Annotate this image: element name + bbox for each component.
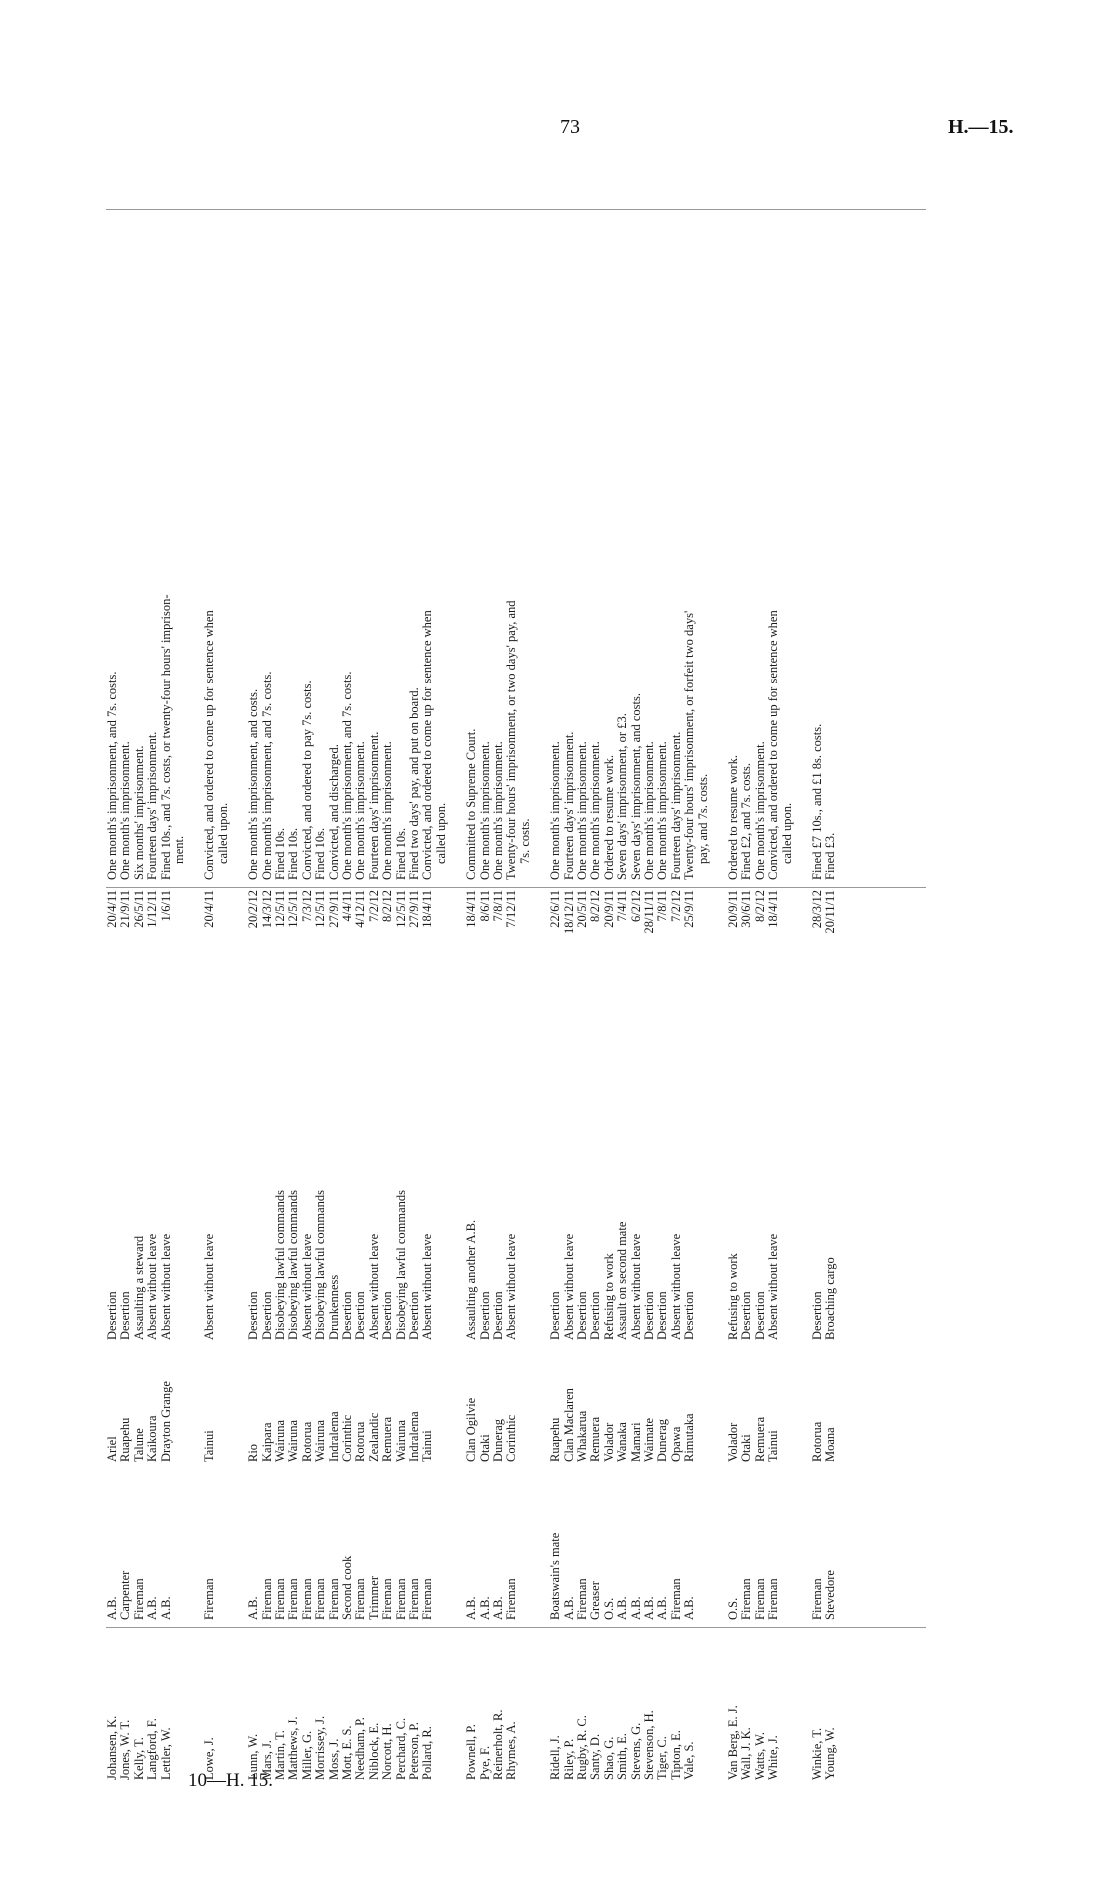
penalty-line: Fined 10s. <box>313 827 328 880</box>
penalty <box>479 200 492 880</box>
rating: A.B. <box>105 1596 119 1620</box>
conviction-date: 4/4/11 <box>340 890 354 922</box>
rating: Fireman <box>575 1578 589 1620</box>
ship-name: Rotorua <box>353 1421 368 1462</box>
penalty-line: Fined 10s. <box>393 827 408 880</box>
conviction-date: 20/4/11 <box>105 890 119 928</box>
rating: Fireman <box>202 1578 217 1620</box>
ship-name: Remuera <box>588 1416 603 1462</box>
rating: A.B. <box>682 1596 697 1620</box>
seaman-name: Matthews, J. <box>286 1716 301 1780</box>
seaman-name: Kelly, T. <box>131 1737 146 1780</box>
penalty-line: ment. <box>172 835 186 864</box>
conviction-date: 20/2/12 <box>246 890 261 929</box>
offence: Refusing to work <box>726 1253 740 1340</box>
penalty-line: One month's imprisonment. <box>588 741 603 880</box>
rating: Fireman <box>313 1578 328 1620</box>
seaman-name: Smith, E. <box>615 1733 630 1780</box>
penalty-line: Convicted, and ordered to pay 7s. costs. <box>299 680 314 880</box>
penalty <box>203 200 230 880</box>
penalty <box>160 200 187 880</box>
conviction-date: 7/2/12 <box>366 890 381 922</box>
penalty <box>247 200 260 880</box>
ship-name: Corinthic <box>340 1414 354 1462</box>
offence: Broaching cargo <box>823 1257 838 1340</box>
rating: Fireman <box>273 1578 287 1620</box>
rating: Carpenter <box>118 1570 133 1620</box>
seaman-name: Stevens, G. <box>628 1722 643 1780</box>
conviction-date: 18/4/11 <box>464 890 479 928</box>
ship-name: Remuera <box>380 1416 395 1462</box>
penalty <box>341 200 354 880</box>
conviction-date: 22/6/11 <box>548 890 563 928</box>
ship-name: Ruapehu <box>118 1417 133 1462</box>
rating: A.B. <box>158 1596 173 1620</box>
rating: Fireman <box>407 1578 421 1620</box>
penalty-line: Fined two days' pay, and put on board. <box>407 687 421 880</box>
seaman-name: Perchard, C. <box>393 1717 408 1780</box>
conviction-date: 8/2/12 <box>588 890 603 922</box>
rating: Fireman <box>766 1578 781 1620</box>
conviction-date: 7/8/11 <box>655 890 670 922</box>
conviction-date: 1/6/11 <box>158 890 173 922</box>
offence: Disobeying lawful commands <box>313 1190 328 1340</box>
offence: Desertion <box>407 1291 421 1340</box>
rating: O.S. <box>601 1597 616 1620</box>
conviction-date: 27/9/11 <box>326 890 341 928</box>
offence: Drunkenness <box>326 1274 341 1340</box>
offence: Disobeying lawful commands <box>273 1190 287 1340</box>
conviction-date: 7/3/12 <box>299 890 314 922</box>
seaman-name: Lettler, W. <box>158 1727 173 1780</box>
ship-name: Indralema <box>326 1411 341 1462</box>
penalty-line: Convicted, and ordered to come up for sentence when <box>420 610 435 880</box>
conviction-date: 7/8/11 <box>491 890 505 922</box>
ship-name: Zealandic <box>366 1412 381 1462</box>
penalty <box>492 200 505 880</box>
column-rule <box>106 1627 926 1628</box>
conviction-date: 1/12/11 <box>145 890 160 928</box>
conviction-date: 28/3/12 <box>810 890 824 929</box>
offence: Absent without leave <box>202 1233 217 1340</box>
penalty-line: One month's imprisonment. <box>118 741 133 880</box>
penalty-line: Convicted, and ordered to come up for sentence when <box>766 610 781 880</box>
penalty-line: One month's imprisonment. <box>752 741 767 880</box>
conviction-date: 25/9/11 <box>682 890 697 928</box>
penalty <box>146 200 159 880</box>
offence: Absent without leave <box>420 1233 435 1340</box>
seaman-name: Pye, F. <box>477 1745 492 1780</box>
rating: Fireman <box>259 1578 274 1620</box>
penalty-line: One month's imprisonment, and 7s. costs. <box>340 671 354 880</box>
penalty <box>767 200 794 880</box>
penalty-line: One month's imprisonment. <box>477 741 492 880</box>
conviction-date: 20/4/11 <box>202 890 217 928</box>
penalty <box>274 200 287 880</box>
conviction-date: 30/6/11 <box>739 890 754 928</box>
penalty <box>616 200 629 880</box>
penalty-line: Fourteen days' imprisonment. <box>145 731 160 880</box>
conviction-date: 4/12/11 <box>353 890 368 928</box>
ship-name: Wairuna <box>273 1419 287 1462</box>
rating: A.B. <box>628 1596 643 1620</box>
offence: Desertion <box>642 1291 656 1340</box>
rating: Fireman <box>353 1578 368 1620</box>
offence: Desertion <box>477 1291 492 1340</box>
penalty <box>754 200 767 880</box>
seaman-name: Rhymes, A. <box>504 1721 519 1780</box>
penalty <box>106 200 119 880</box>
penalty-line: Twenty-four hours' imprisonment, or two days' pay, and <box>504 600 519 880</box>
offence: Desertion <box>259 1291 274 1340</box>
ship-name: Talune <box>131 1428 146 1462</box>
seaman-name: Tipton, E. <box>668 1730 683 1780</box>
offence: Desertion <box>246 1291 261 1340</box>
seaman-name: Johansen, K. <box>105 1715 119 1780</box>
seaman-name: Watts, W. <box>752 1732 767 1780</box>
offence: Desertion <box>655 1291 670 1340</box>
penalty-line: Seven days' imprisonment, and costs. <box>628 693 643 880</box>
penalty <box>381 200 394 880</box>
penalty <box>670 200 683 880</box>
offence: Desertion <box>548 1291 563 1340</box>
offence: Absent without leave <box>561 1233 576 1340</box>
offence: Desertion <box>340 1291 354 1340</box>
penalty-line: One month's imprisonment. <box>575 741 589 880</box>
rating: Trimmer <box>366 1576 381 1620</box>
conviction-date: 8/2/12 <box>752 890 767 922</box>
penalty-line: One month's imprisonment. <box>353 741 368 880</box>
conviction-date: 7/2/12 <box>668 890 683 922</box>
rating: Fireman <box>420 1578 435 1620</box>
penalty <box>261 200 274 880</box>
offence: Desertion <box>105 1291 119 1340</box>
penalty <box>287 200 300 880</box>
seaman-name: Lunn, W. <box>246 1733 261 1780</box>
seaman-name: Niblock, E. <box>366 1722 381 1780</box>
offence: Desertion <box>752 1291 767 1340</box>
document-code: H.—15. <box>948 116 1014 138</box>
ship-name: Rio <box>246 1443 261 1462</box>
ship-name: Wairuna <box>313 1419 328 1462</box>
ship-name: Dunerag <box>491 1418 505 1462</box>
penalty <box>133 200 146 880</box>
rating: A.B. <box>561 1596 576 1620</box>
conviction-date: 27/9/11 <box>407 890 421 928</box>
ship-name: Whakarua <box>575 1410 589 1462</box>
penalty-line: Fourteen days' imprisonment. <box>366 731 381 880</box>
seaman-name: Lowe, J. <box>202 1737 217 1780</box>
seaman-name: Vale, S. <box>682 1741 697 1780</box>
rating: A.B. <box>464 1596 479 1620</box>
offence: Desertion <box>491 1291 505 1340</box>
offence: Absent without leave <box>299 1233 314 1340</box>
conviction-date: 14/3/12 <box>259 890 274 929</box>
ship-name: Wairuna <box>393 1419 408 1462</box>
offence: Assaulting a steward <box>131 1235 146 1340</box>
penalty <box>656 200 669 880</box>
penalty-line: One month's imprisonment, and costs. <box>246 688 261 880</box>
penalty-line: Ordered to resume work. <box>601 755 616 880</box>
penalty-line: One month's imprisonment, and 7s. costs. <box>259 671 274 880</box>
ship-name: Otaki <box>739 1434 754 1462</box>
penalty-line: called upon. <box>433 802 448 864</box>
conviction-date: 12/5/11 <box>286 890 301 928</box>
seaman-name: Santy, D. <box>588 1733 603 1780</box>
ship-name: Rotorua <box>299 1421 314 1462</box>
penalty-line: Twenty-four hours' imprisonment, or forfeit two days' <box>682 610 697 880</box>
penalty-line: One month's imprisonment. <box>380 741 395 880</box>
rating: A.B. <box>642 1596 656 1620</box>
ship-name: Clan Maclaren <box>561 1388 576 1462</box>
seaman-name: Winkie, T. <box>810 1727 824 1780</box>
rating: Fireman <box>131 1578 146 1620</box>
ship-name: Rimutaka <box>682 1413 697 1462</box>
offence: Desertion <box>682 1291 697 1340</box>
offence: Refusing to work <box>601 1253 616 1340</box>
offence: Disobeying lawful commands <box>393 1190 408 1340</box>
penalty <box>549 200 562 880</box>
conviction-date: 7/4/11 <box>615 890 630 922</box>
rating: Fireman <box>752 1578 767 1620</box>
offence: Disobeying lawful commands <box>286 1190 301 1340</box>
offence: Desertion <box>380 1291 395 1340</box>
penalty-line: 7s. costs. <box>517 818 532 864</box>
penalty <box>354 200 367 880</box>
penalty <box>421 200 448 880</box>
penalty-line: Fourteen days' imprisonment. <box>561 731 576 880</box>
ship-name: Moana <box>823 1427 838 1462</box>
rating: Fireman <box>286 1578 301 1620</box>
rating: A.B. <box>246 1596 261 1620</box>
ship-name: Volador <box>601 1422 616 1462</box>
ship-name: Indralema <box>407 1411 421 1462</box>
seaman-name: Wall, J. K. <box>739 1727 754 1780</box>
ship-name: Ruapehu <box>548 1417 563 1462</box>
ship-name: Waimate <box>642 1417 656 1462</box>
rating: A.B. <box>477 1596 492 1620</box>
conviction-date: 18/12/11 <box>561 890 576 934</box>
conviction-date: 12/5/11 <box>393 890 408 928</box>
penalty <box>811 200 824 880</box>
rating: A.B. <box>145 1596 160 1620</box>
rating: Fireman <box>504 1578 519 1620</box>
rating: Fireman <box>393 1578 408 1620</box>
offence: Absent without leave <box>145 1233 160 1340</box>
penalty-line: Fined £7 10s., and £1 8s. costs. <box>810 723 824 880</box>
rating: O.S. <box>726 1597 740 1620</box>
seaman-name: Ridell, J. <box>548 1735 563 1780</box>
ship-name: Drayton Grange <box>158 1381 173 1462</box>
penalty <box>314 200 327 880</box>
conviction-date: 8/2/12 <box>380 890 395 922</box>
penalty-line: called upon. <box>215 802 230 864</box>
seaman-name: Morrissey, J. <box>313 1715 328 1780</box>
offence: Desertion <box>575 1291 589 1340</box>
offence: Absent without leave <box>366 1233 381 1340</box>
offence: Desertion <box>810 1291 824 1340</box>
conviction-date: 18/4/11 <box>420 890 435 928</box>
rating: Fireman <box>810 1578 824 1620</box>
penalty-line: One month's imprisonment. <box>548 741 563 880</box>
penalty-line: Committed to Supreme Court. <box>464 728 479 880</box>
convictions-table <box>106 200 926 1780</box>
seaman-name: Riley, P. <box>561 1738 576 1780</box>
ship-name: Corinthic <box>504 1414 519 1462</box>
penalty <box>643 200 656 880</box>
conviction-date: 20/5/11 <box>575 890 589 928</box>
penalty-line: One month's imprisonment, and 7s. costs. <box>105 671 119 880</box>
seaman-name: Martin, T. <box>273 1730 287 1780</box>
penalty <box>368 200 381 880</box>
conviction-date: 7/12/11 <box>504 890 519 928</box>
seaman-name: Van Berg, E. J. <box>726 1705 740 1780</box>
penalty <box>824 200 837 880</box>
ship-name: Remuera <box>752 1416 767 1462</box>
penalty <box>603 200 616 880</box>
penalty <box>589 200 602 880</box>
seaman-name: Reinerholt, R. <box>491 1709 505 1780</box>
offence: Desertion <box>588 1291 603 1340</box>
penalty <box>505 200 532 880</box>
penalty-line: Seven days' imprisonment, or £3. <box>615 713 630 880</box>
ship-name: Dunerag <box>655 1418 670 1462</box>
penalty-line: pay, and 7s. costs. <box>695 773 710 864</box>
penalty-line: Ordered to resume work. <box>726 755 740 880</box>
ship-name: Kaikoura <box>145 1415 160 1462</box>
rating: A.B. <box>615 1596 630 1620</box>
seaman-name: Moss, J. <box>326 1738 341 1780</box>
penalty-line: One month's imprisonment. <box>491 741 505 880</box>
offence: Assaulting another A.B. <box>464 1219 479 1340</box>
ship-name: Volador <box>726 1422 740 1462</box>
conviction-date: 6/2/12 <box>628 890 643 922</box>
ship-name: Opawa <box>668 1426 683 1462</box>
penalty <box>683 200 710 880</box>
penalty-line: One month's imprisonment. <box>655 741 670 880</box>
conviction-date: 21/9/11 <box>118 890 133 928</box>
penalty-line: Fourteen days' imprisonment. <box>668 731 683 880</box>
penalty <box>563 200 576 880</box>
seaman-name: Shao, G. <box>601 1736 616 1780</box>
offence: Assault on second mate <box>615 1221 630 1340</box>
rating: Fireman <box>380 1578 395 1620</box>
offence: Absent without leave <box>504 1233 519 1340</box>
seaman-name: Tiger, C. <box>655 1736 670 1780</box>
ship-name: Tainui <box>420 1430 435 1462</box>
penalty-line: Convicted, and discharged. <box>326 744 341 880</box>
seaman-name: Miller, G. <box>299 1730 314 1780</box>
penalty <box>740 200 753 880</box>
rating: Fireman <box>299 1578 314 1620</box>
seaman-name: Jones, W. T. <box>118 1719 133 1780</box>
seaman-name: Mott, E. S. <box>340 1725 354 1780</box>
penalty-line: Fined £3. <box>823 832 838 880</box>
seaman-name: Needham, P. <box>353 1717 368 1780</box>
penalty-line: called upon. <box>779 802 794 864</box>
penalty <box>727 200 740 880</box>
offence: Absent without leave <box>668 1233 683 1340</box>
ship-name: Wairuna <box>286 1419 301 1462</box>
penalty <box>576 200 589 880</box>
conviction-date: 8/6/11 <box>477 890 492 922</box>
rating: Fireman <box>326 1578 341 1620</box>
seaman-name: Peterson, P. <box>407 1722 421 1780</box>
ship-name: Clan Ogilvie <box>464 1397 479 1462</box>
ship-name: Kaipara <box>259 1422 274 1462</box>
conviction-date: 18/4/11 <box>766 890 781 928</box>
conviction-date: 26/5/11 <box>131 890 146 928</box>
offence: Desertion <box>118 1291 133 1340</box>
penalty <box>119 200 132 880</box>
page-number: 73 <box>560 116 580 138</box>
seaman-name: Rugby, R. C. <box>575 1715 589 1780</box>
offence: Absent without leave <box>628 1233 643 1340</box>
rating: Fireman <box>739 1578 754 1620</box>
rating: Greaser <box>588 1581 603 1620</box>
conviction-date: 12/5/11 <box>313 890 328 928</box>
rating: Boatswain's mate <box>548 1532 563 1620</box>
seaman-name: Mars, J. <box>259 1740 274 1780</box>
offence: Absent without leave <box>158 1233 173 1340</box>
offence: Absent without leave <box>766 1233 781 1340</box>
penalty-line: Fined 10s., and 7s. costs, or twenty-four hours' imprison- <box>158 594 173 880</box>
penalty-line: Fined 10s. <box>273 827 287 880</box>
rating: Fireman <box>668 1578 683 1620</box>
ship-name: Otaki <box>477 1434 492 1462</box>
rating: A.B. <box>491 1596 505 1620</box>
penalty <box>328 200 341 880</box>
penalty-line: Six months' imprisonment. <box>131 745 146 880</box>
ship-name: Ariel <box>105 1436 119 1462</box>
ship-name: Tainui <box>766 1430 781 1462</box>
conviction-date: 20/9/11 <box>601 890 616 928</box>
ship-name: Wanaka <box>615 1422 630 1462</box>
penalty <box>301 200 314 880</box>
penalty-line: Convicted, and ordered to come up for sentence when <box>202 610 217 880</box>
penalty-line: Fined £2, and 7s. costs. <box>739 762 754 880</box>
seaman-name: Pownell, P. <box>464 1724 479 1780</box>
column-rule <box>106 887 926 888</box>
ship-name: Mamari <box>628 1422 643 1462</box>
rating: Stevedore <box>823 1570 838 1620</box>
penalty <box>408 200 421 880</box>
penalty-line: One month's imprisonment. <box>642 741 656 880</box>
ship-name: Rotorua <box>810 1421 824 1462</box>
ship-name: Tainui <box>202 1430 217 1462</box>
penalty <box>395 200 408 880</box>
conviction-date: 20/11/11 <box>823 890 838 934</box>
seaman-name: Young, W. <box>823 1727 838 1780</box>
conviction-date: 28/11/11 <box>642 890 656 934</box>
rating: A.B. <box>655 1596 670 1620</box>
penalty <box>465 200 478 880</box>
seaman-name: Norcott, H. <box>380 1723 395 1780</box>
penalty-line: Fined 10s. <box>286 827 301 880</box>
offence: Desertion <box>739 1291 754 1340</box>
seaman-name: White, J. <box>766 1735 781 1780</box>
conviction-date: 12/5/11 <box>273 890 287 928</box>
conviction-date: 20/9/11 <box>726 890 740 928</box>
seaman-name: Stevenson, H. <box>642 1710 656 1780</box>
penalty <box>630 200 643 880</box>
rating: Second cook <box>340 1555 354 1620</box>
seaman-name: Pollard, R. <box>420 1726 435 1780</box>
seaman-name: Langford, F. <box>145 1718 160 1780</box>
sheet-signature: 10—H. 15. <box>188 1770 273 1791</box>
offence: Desertion <box>353 1291 368 1340</box>
